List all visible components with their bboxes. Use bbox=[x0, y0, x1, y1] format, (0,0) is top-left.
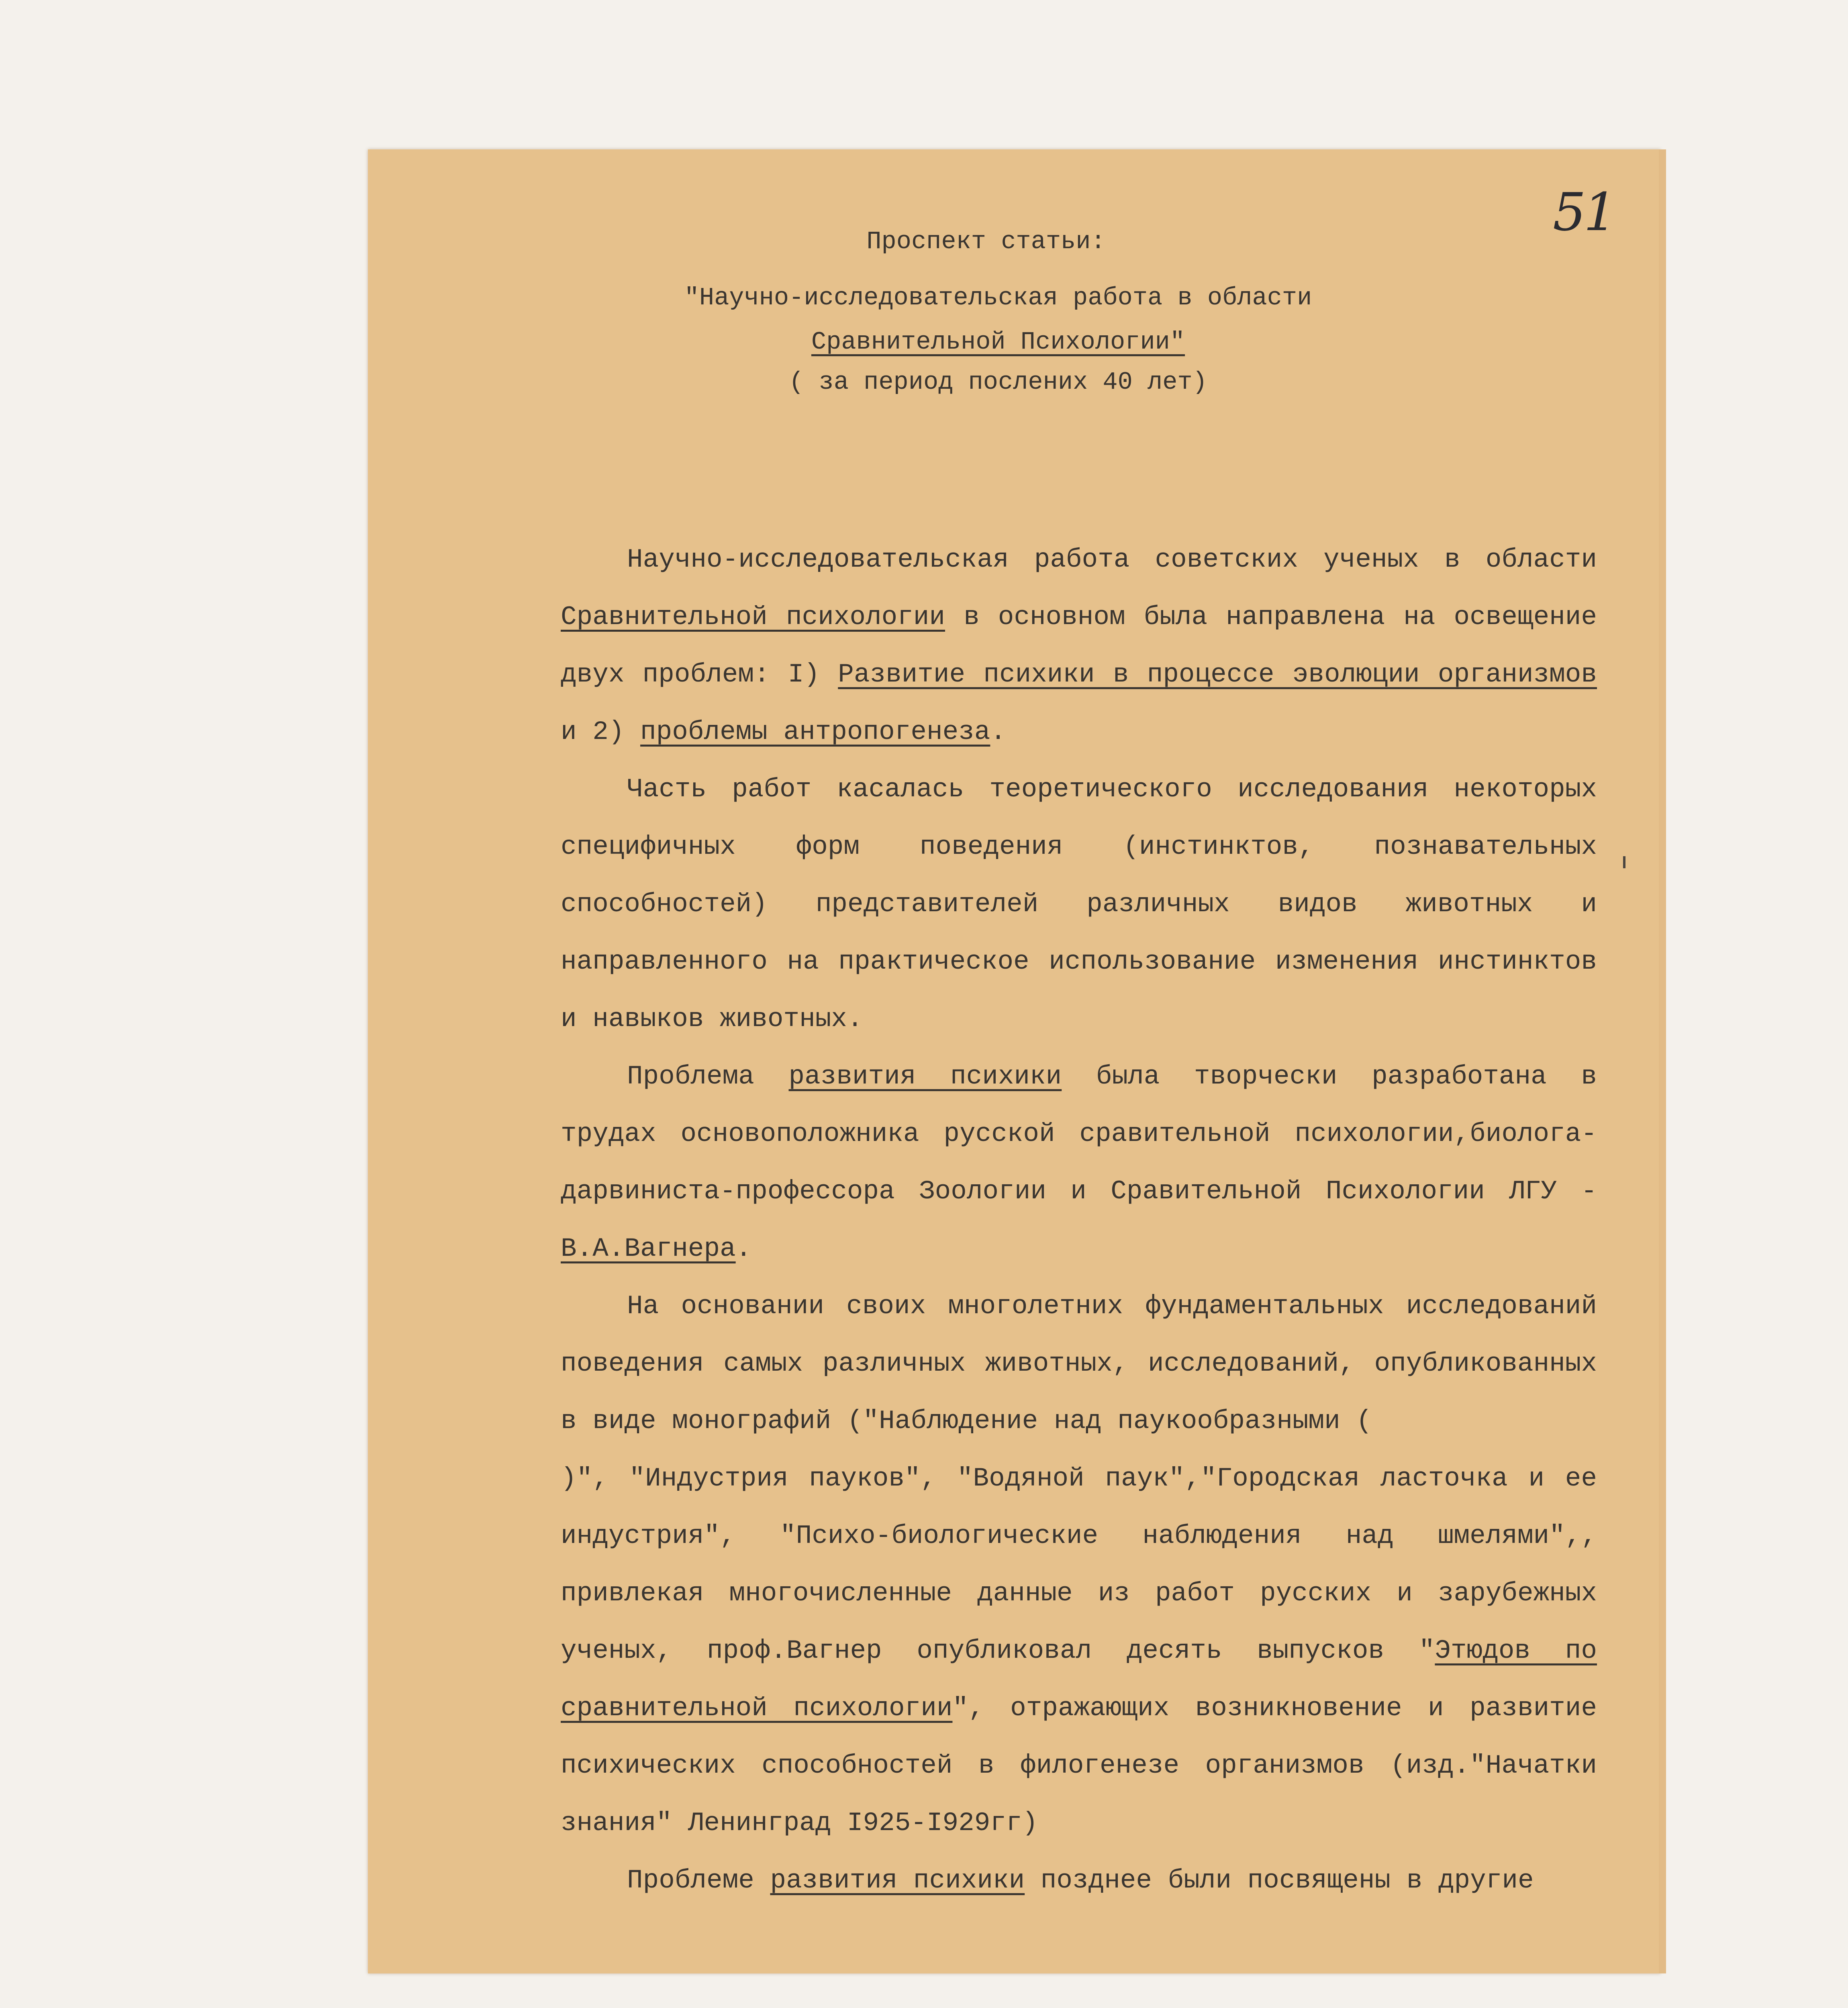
paragraph-4 bbox=[561, 1277, 1597, 1852]
text-run: Проблема bbox=[627, 1061, 789, 1092]
text-run: )", "Индустрия пауков", "Водяной паук","Городская ласточка и ее индустрия", "Психо-биологические наблюдения над шмелями",, привлекая многочисленные данные из работ русских и зарубежных ученых, проф.Вагнер опубликовал десять выпусков " bbox=[561, 1463, 1597, 1666]
underlined-term: Сравнительной психологии bbox=[561, 602, 945, 632]
document-heading: Проспект статьи: bbox=[866, 227, 1106, 256]
text-run: Научно-исследовательская работа советских ученых в области bbox=[627, 545, 1597, 575]
paragraph-5 bbox=[561, 1852, 1597, 1909]
text-run: . bbox=[735, 1234, 752, 1264]
text-run: Проблеме bbox=[627, 1865, 770, 1896]
paragraph-1 bbox=[561, 531, 1597, 761]
text-run: была творчески разработана в трудах основоположника русской сравительной психологии,биолога-дарвиниста-профессора Зоологии и Сравительной Психологии ЛГУ - bbox=[561, 1061, 1597, 1206]
underlined-term: Этюдов по сравнительной психологии bbox=[561, 1636, 1597, 1723]
article-title-line-1: "Научно-исследовательская работа в области bbox=[684, 284, 1312, 312]
text-run: и 2) bbox=[561, 717, 641, 747]
text-run: На основании своих многолетних фундаментальных исследований поведения самых различных животных, исследований, опубликованных в виде монографий ("Наблюдение над паукообразными ( bbox=[561, 1291, 1597, 1436]
text-run: позднее были посвящены в другие bbox=[1025, 1865, 1534, 1896]
underlined-term: Развитие психики в процессе эволюции организмов bbox=[838, 659, 1597, 690]
paragraph-3 bbox=[561, 1048, 1597, 1277]
text-run: в основном была направлена на освещение двух проблем: I) bbox=[561, 602, 1597, 690]
underlined-term: развития психики bbox=[770, 1865, 1025, 1896]
paragraph-2: Часть работ касалась теоретического исследования некоторых специфичных форм поведения (инстинктов, познавательных способностей) представителей различных видов животных и направленного на практическое использование изменения инстинктов и навыков животных. bbox=[561, 774, 1597, 1034]
page-number: 51 bbox=[1553, 182, 1615, 243]
article-period: ( за период послених 40 лет) bbox=[789, 368, 1207, 396]
underlined-term: В.А.Вагнера bbox=[561, 1234, 736, 1264]
margin-mark bbox=[1623, 856, 1625, 868]
body-text bbox=[561, 531, 1597, 1909]
document-page bbox=[368, 149, 1660, 1973]
text-run: . bbox=[990, 717, 1006, 747]
underlined-term: развития психики bbox=[788, 1061, 1062, 1092]
article-title-line-2: Сравнительной Психологии" bbox=[811, 328, 1185, 356]
underlined-term: проблемы антропогенеза bbox=[640, 717, 990, 747]
text-run: ", отражающих возникновение и развитие психических способностей в филогенезе организмов (изд."Начатки знания" Ленинград I925-I929гг) bbox=[561, 1693, 1597, 1838]
